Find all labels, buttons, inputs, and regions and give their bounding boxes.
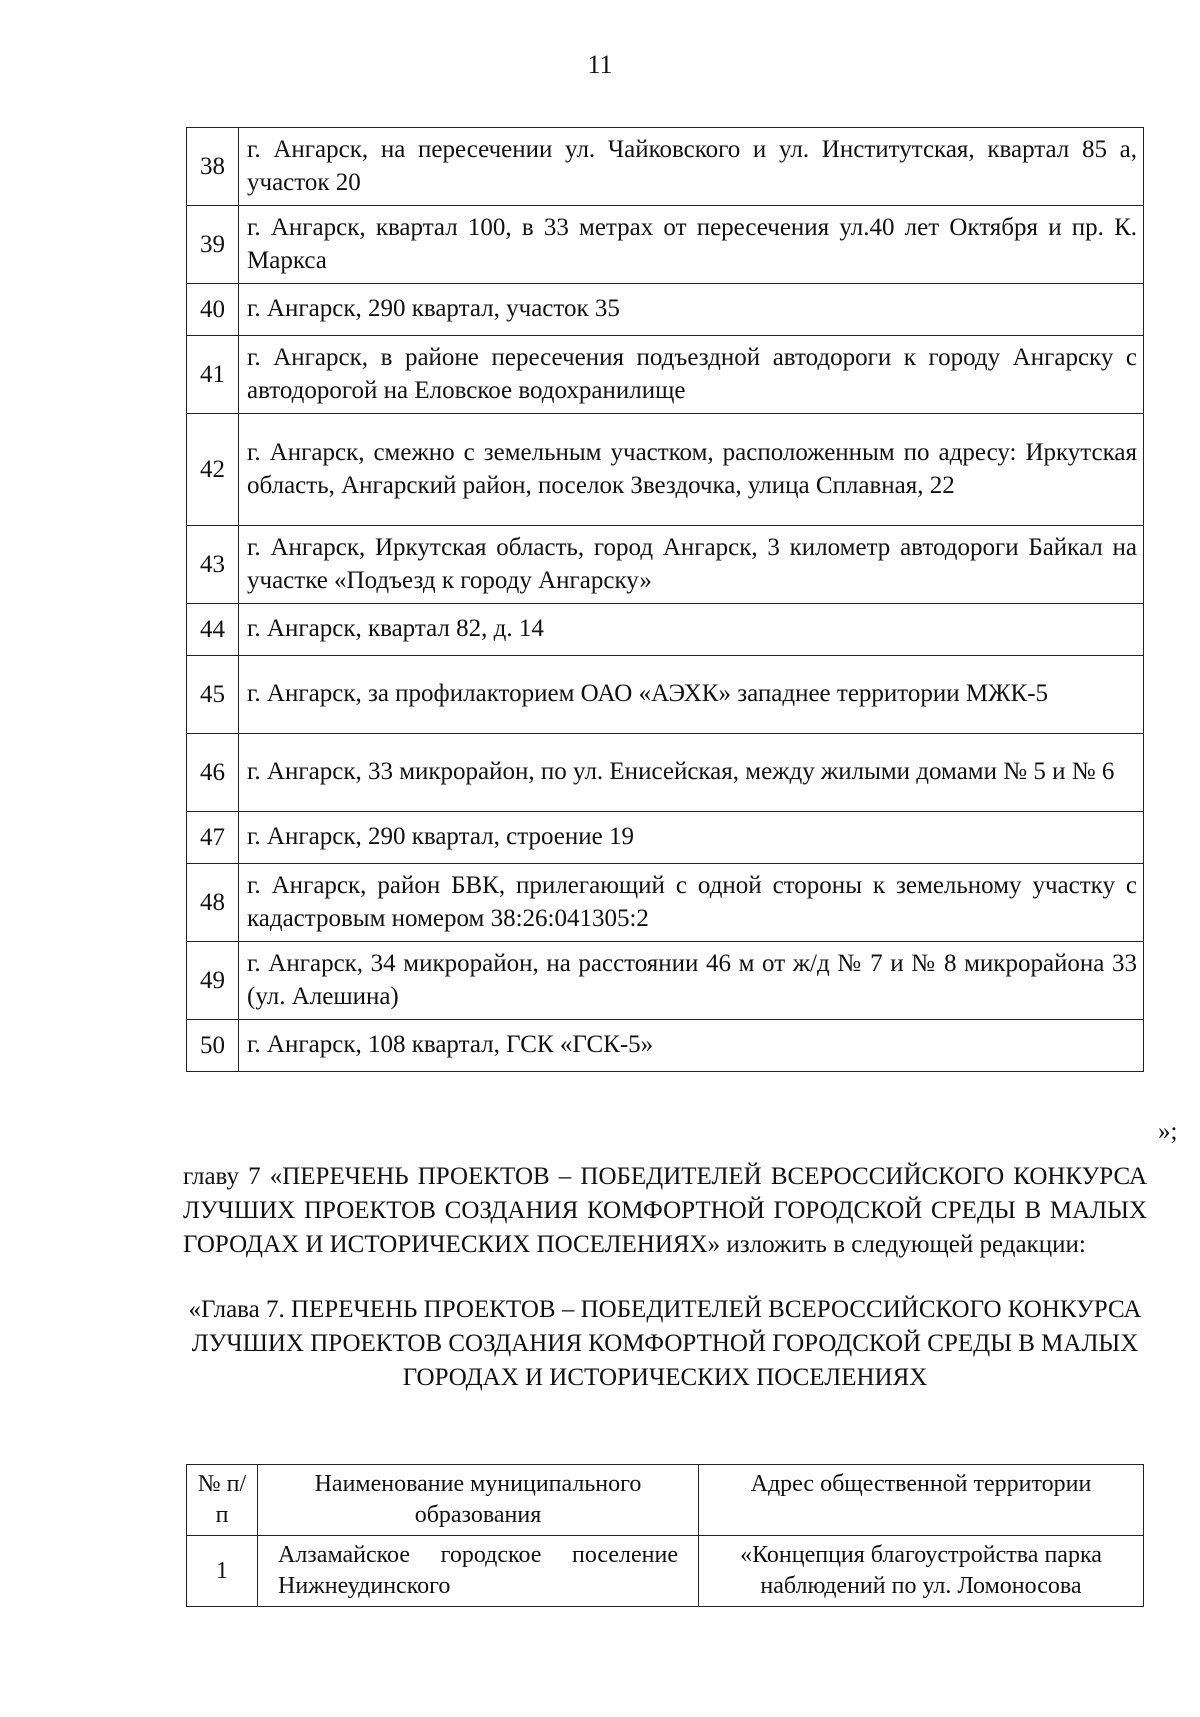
table-row [187, 1536, 1144, 1607]
table-row [187, 656, 1144, 734]
row-number: 38 [187, 128, 239, 206]
row-number: 46 [187, 734, 239, 812]
row-address: г. Ангарск, смежно с земельным участком, расположенным по адресу: Иркутская область, Ангарский район, поселок Звездочка, улица Сплавная, 22 [239, 414, 1144, 526]
row-number: 47 [187, 812, 239, 864]
row-address: г. Ангарск, 290 квартал, участок 35 [239, 284, 1144, 336]
projects-table-header-row [187, 1465, 1144, 1536]
table-row [187, 1020, 1144, 1072]
header-num: № п/п [187, 1465, 258, 1536]
row-address: г. Ангарск, за профилакторием ОАО «АЭХК» западнее территории МЖК-5 [239, 656, 1144, 734]
projects-table [186, 1464, 1144, 1607]
row-number: 44 [187, 604, 239, 656]
row-address: г. Ангарск, 33 микрорайон, по ул. Енисейская, между жилыми домами № 5 и № 6 [239, 734, 1144, 812]
chapter-heading: «Глава 7. ПЕРЕЧЕНЬ ПРОЕКТОВ – ПОБЕДИТЕЛЕЙ ВСЕРОССИЙСКОГО КОНКУРСА ЛУЧШИХ ПРОЕКТОВ СОЗДАНИЯ КОМФОРТНОЙ ГОРОДСКОЙ СРЕДЫ В МАЛЫХ ГОРОДАХ И ИСТОРИЧЕСКИХ ПОСЕЛЕНИЯХ [188, 1296, 1142, 1391]
row-address: г. Ангарск, 290 квартал, строение 19 [239, 812, 1144, 864]
row-num: 1 [187, 1536, 258, 1607]
address-table [186, 127, 1144, 1072]
row-number: 43 [187, 526, 239, 604]
table-row [187, 414, 1144, 526]
table-row [187, 812, 1144, 864]
row-address: г. Ангарск, на пересечении ул. Чайковского и ул. Институтская, квартал 85 а, участок 20 [239, 128, 1144, 206]
row-number: 40 [187, 284, 239, 336]
table-row [187, 942, 1144, 1020]
row-address: г. Ангарск, квартал 82, д. 14 [239, 604, 1144, 656]
header-municipality: Наименование муниципального образования [258, 1465, 699, 1536]
row-number: 45 [187, 656, 239, 734]
row-number: 39 [187, 206, 239, 284]
row-number: 48 [187, 864, 239, 942]
row-number: 41 [187, 336, 239, 414]
header-address: Адрес общественной территории [699, 1465, 1144, 1536]
row-address: г. Ангарск, район БВК, прилегающий с одной стороны к земельному участку с кадастровым номером 38:26:041305:2 [239, 864, 1144, 942]
table-row [187, 526, 1144, 604]
row-address: «Концепция благоустройства парка наблюдений по ул. Ломоносова [699, 1536, 1144, 1607]
closing-quote: »; [1158, 1118, 1178, 1145]
row-address: г. Ангарск, 108 квартал, ГСК «ГСК-5» [239, 1020, 1144, 1072]
table-row [187, 206, 1144, 284]
row-number: 49 [187, 942, 239, 1020]
row-address: г. Ангарск, 34 микрорайон, на расстоянии 46 м от ж/д № 7 и № 8 микрорайона 33 (ул. Алешина) [239, 942, 1144, 1020]
row-address: г. Ангарск, в районе пересечения подъездной автодороги к городу Ангарску с автодорогой на Еловское водохранилище [239, 336, 1144, 414]
table-row [187, 734, 1144, 812]
page-number: 11 [587, 50, 613, 79]
row-number: 50 [187, 1020, 239, 1072]
row-municipality: Алзамайское городское поселение Нижнеудинского [258, 1536, 699, 1607]
table-row [187, 864, 1144, 942]
row-address: г. Ангарск, Иркутская область, город Ангарск, 3 километр автодороги Байкал на участке «Подъезд к городу Ангарску» [239, 526, 1144, 604]
row-address: г. Ангарск, квартал 100, в 33 метрах от пересечения ул.40 лет Октября и пр. К. Маркса [239, 206, 1144, 284]
table-row [187, 128, 1144, 206]
table-row [187, 336, 1144, 414]
table-row [187, 604, 1144, 656]
amendment-paragraph: главу 7 «ПЕРЕЧЕНЬ ПРОЕКТОВ – ПОБЕДИТЕЛЕЙ ВСЕРОССИЙСКОГО КОНКУРСА ЛУЧШИХ ПРОЕКТОВ СОЗДАНИЯ КОМФОРТНОЙ ГОРОДСКОЙ СРЕДЫ В МАЛЫХ ГОРОДАХ И ИСТОРИЧЕСКИХ ПОСЕЛЕНИЯХ» изложить в следующей редакции: [183, 1163, 1147, 1258]
row-number: 42 [187, 414, 239, 526]
table-row [187, 284, 1144, 336]
